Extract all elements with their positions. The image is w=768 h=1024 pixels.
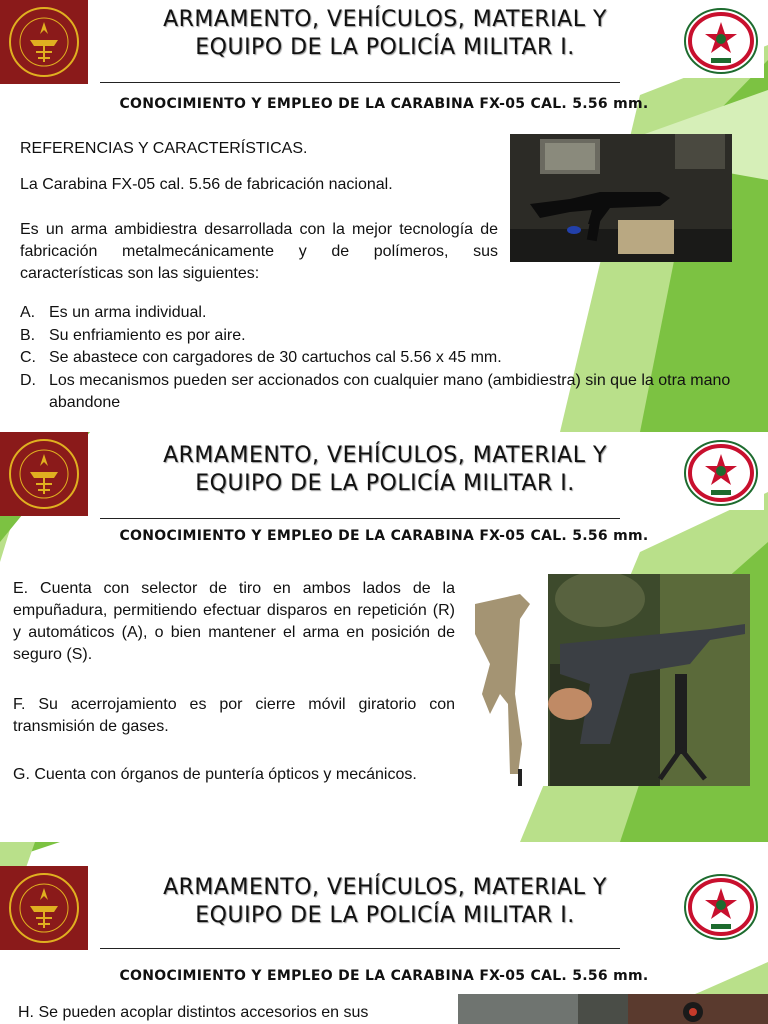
- description-paragraph: Es un arma ambidiestra desarrollada con la mejor tecnología de fabricación metalmecánicamente y de polímeros, sus características son las siguientes:: [20, 221, 498, 282]
- feature-paragraph-f: F. Su acerrojamiento es por cierre móvil giratorio con transmisión de gases.: [13, 696, 455, 735]
- carbine-display-photo: [510, 134, 732, 262]
- policia-militar-logo: [678, 870, 764, 944]
- list-item: B. Su enfriamiento es por aire.: [20, 326, 246, 344]
- accessories-photo: [458, 994, 768, 1024]
- list-item: A. Es un arma individual.: [20, 304, 207, 321]
- characteristics-list: [20, 302, 760, 415]
- slide-2: [0, 432, 768, 842]
- title-line-1: ARMAMENTO, VEHÍCULOS, MATERIAL Y: [163, 875, 607, 900]
- policia-militar-logo: [678, 4, 764, 78]
- slide-subtitle: CONOCIMIENTO Y EMPLEO DE LA CARABINA FX-05 CAL. 5.56 mm.: [119, 968, 649, 984]
- colegio-militar-logo: [0, 866, 88, 950]
- title-rule: [100, 82, 620, 83]
- colegio-militar-logo: [0, 432, 88, 516]
- list-item: D. Los mecanismos pueden ser accionados con cualquier mano (ambidiestra) sin que la otra mano abandone: [20, 371, 731, 411]
- slide-title: [100, 6, 670, 62]
- slide-title: [100, 442, 670, 498]
- list-item: C. Se abastece con cargadores de 30 cartuchos cal 5.56 x 45 mm.: [20, 349, 502, 366]
- slide-subtitle: CONOCIMIENTO Y EMPLEO DE LA CARABINA FX-05 CAL. 5.56 mm.: [119, 96, 649, 112]
- slide-3: [0, 842, 768, 1024]
- feature-paragraph-e: E. Cuenta con selector de tiro en ambos lados de la empuñadura, permitiendo efectuar disparos en repetición (R) y automáticos (A), o bien mantener el arma en posición de seguro (S).: [13, 580, 455, 663]
- title-line-2: EQUIPO DE LA POLICÍA MILITAR I.: [195, 903, 575, 928]
- slide-title: [100, 874, 670, 930]
- title-line-2: EQUIPO DE LA POLICÍA MILITAR I.: [195, 35, 575, 60]
- title-line-1: ARMAMENTO, VEHÍCULOS, MATERIAL Y: [163, 7, 607, 32]
- carbine-soldier-photo: [460, 574, 750, 786]
- slide-subtitle: CONOCIMIENTO Y EMPLEO DE LA CARABINA FX-05 CAL. 5.56 mm.: [119, 528, 649, 544]
- feature-paragraph-g: G. Cuenta con órganos de puntería ópticos y mecánicos.: [13, 766, 417, 783]
- intro-text: La Carabina FX-05 cal. 5.56 de fabricación nacional.: [20, 176, 393, 193]
- title-line-1: ARMAMENTO, VEHÍCULOS, MATERIAL Y: [163, 443, 607, 468]
- feature-paragraph-h: H. Se pueden acoplar distintos accesorios en sus: [18, 1004, 369, 1021]
- references-heading: REFERENCIAS Y CARACTERÍSTICAS.: [20, 140, 308, 157]
- policia-militar-logo: [678, 436, 764, 510]
- title-rule: [100, 948, 620, 949]
- title-line-2: EQUIPO DE LA POLICÍA MILITAR I.: [195, 471, 575, 496]
- colegio-militar-logo: [0, 0, 88, 84]
- title-rule: [100, 518, 620, 519]
- slide-1: [0, 0, 768, 432]
